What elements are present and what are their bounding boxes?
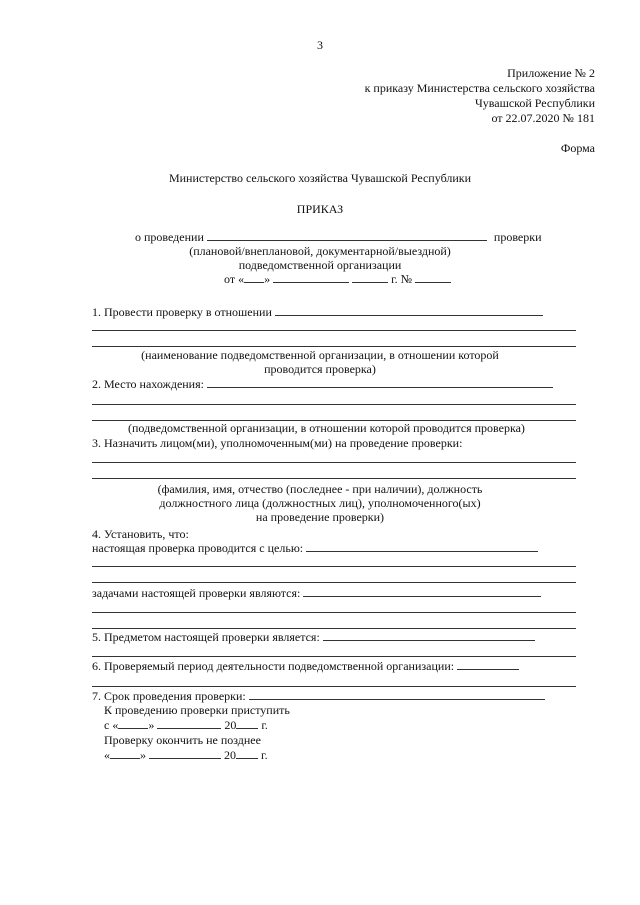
item-1-line (92, 305, 543, 319)
end-year-suffix: г. (261, 748, 268, 762)
order-year-number: г. № (391, 272, 413, 286)
item-2-line (92, 377, 553, 391)
order-year-blank[interactable] (352, 272, 388, 283)
start-century: 20 (224, 718, 237, 732)
item-3-line-2[interactable] (92, 478, 576, 479)
item-3-hint-1: (фамилия, имя, отчество (последнее - при наличии), должность (157, 482, 483, 496)
item-2-blank[interactable] (207, 377, 553, 388)
order-date-line (224, 272, 451, 286)
start-date-open: с « (104, 718, 119, 732)
item-5-line (92, 630, 535, 644)
item-3-hint-3: на проведение проверки) (255, 510, 385, 524)
order-date-close: » (264, 272, 271, 286)
appendix-line-1: Приложение № 2 (507, 66, 595, 80)
item-6-line-2[interactable] (92, 686, 576, 687)
start-day-blank[interactable] (118, 718, 148, 729)
end-date-open: « (104, 748, 110, 762)
item-1-line-2[interactable] (92, 330, 576, 331)
order-month-blank[interactable] (273, 272, 349, 283)
item-7-end-label: Проверку окончить не позднее (104, 733, 261, 747)
item-2-label: 2. Место нахождения: (92, 377, 204, 391)
appendix-line-4: от 22.07.2020 № 181 (491, 111, 595, 125)
item-3-label: 3. Назначить лицом(ми), уполномоченным(ми) на проведение проверки: (92, 436, 463, 450)
item-1-blank[interactable] (275, 305, 543, 316)
item-6-line (92, 659, 519, 673)
item-7-label: 7. Срок проведения проверки: (92, 689, 246, 703)
subject-suffix: проверки (493, 230, 542, 244)
item-4-goal-line (92, 541, 538, 555)
end-month-blank[interactable] (149, 748, 221, 759)
order-date-open: от « (224, 272, 245, 286)
start-year-blank[interactable] (236, 718, 258, 729)
appendix-line-2: к приказу Министерства сельского хозяйства (364, 81, 595, 95)
item-3-line-1[interactable] (92, 462, 576, 463)
item-4-tasks-label: задачами настоящей проверки являются: (92, 586, 301, 600)
item-6-label: 6. Проверяемый период деятельности подведомственной организации: (92, 659, 455, 673)
end-day-blank[interactable] (110, 748, 140, 759)
item-1-hint-1: (наименование подведомственной организации, в отношении которой (141, 348, 499, 362)
item-4-tasks-blank[interactable] (303, 586, 541, 597)
subject-types: (плановой/внеплановой, документарной/выездной) (189, 244, 451, 258)
document-title: ПРИКАЗ (296, 202, 344, 216)
item-4-tasks-line (92, 586, 541, 600)
item-5-blank[interactable] (323, 630, 535, 641)
form-label: Форма (560, 141, 595, 155)
item-1-hint-2: проводится проверка) (264, 362, 376, 376)
item-4-tasks-line-2[interactable] (92, 612, 576, 613)
item-6-blank[interactable] (457, 659, 519, 670)
subject-blank[interactable] (207, 230, 487, 241)
end-year-blank[interactable] (236, 748, 258, 759)
item-7-end-date (104, 748, 268, 762)
start-date-close: » (148, 718, 155, 732)
item-4-goal-line-2[interactable] (92, 566, 576, 567)
item-5-label: 5. Предметом настоящей проверки является: (92, 630, 320, 644)
page-number: 3 (317, 38, 323, 52)
item-7-blank[interactable] (249, 689, 545, 700)
item-5-line-2[interactable] (92, 656, 576, 657)
item-4-goal-line-3[interactable] (92, 582, 576, 583)
subject-prefix: о проведении (135, 230, 204, 244)
appendix-line-3: Чувашской Республики (474, 96, 595, 110)
item-1-label: 1. Провести проверку в отношении (92, 305, 272, 319)
item-1-line-3[interactable] (92, 346, 576, 347)
start-year-suffix: г. (261, 718, 268, 732)
item-4-tasks-line-3[interactable] (92, 628, 576, 629)
start-month-blank[interactable] (157, 718, 221, 729)
item-2-hint: (подведомственной организации, в отношении которой проводится проверка) (128, 421, 525, 435)
order-number-blank[interactable] (415, 272, 451, 283)
item-7-line (92, 689, 545, 703)
item-7-start-date (104, 718, 268, 732)
subject-line (135, 230, 542, 244)
ministry-name: Министерство сельского хозяйства Чувашской Республики (168, 171, 472, 185)
item-7-start-label: К проведению проверки приступить (104, 703, 290, 717)
order-day-blank[interactable] (244, 272, 264, 283)
end-century: 20 (224, 748, 236, 762)
item-4-goal-blank[interactable] (306, 541, 538, 552)
item-4-goal-label: настоящая проверка проводится с целью: (92, 541, 304, 555)
item-3-hint-2: должностного лица (должностных лиц), уполномоченного(ых) (159, 496, 481, 510)
item-4-label: 4. Установить, что: (92, 527, 189, 541)
subject-target: подведомственной организации (238, 258, 402, 272)
item-2-line-2[interactable] (92, 404, 576, 405)
end-date-close: » (140, 748, 146, 762)
